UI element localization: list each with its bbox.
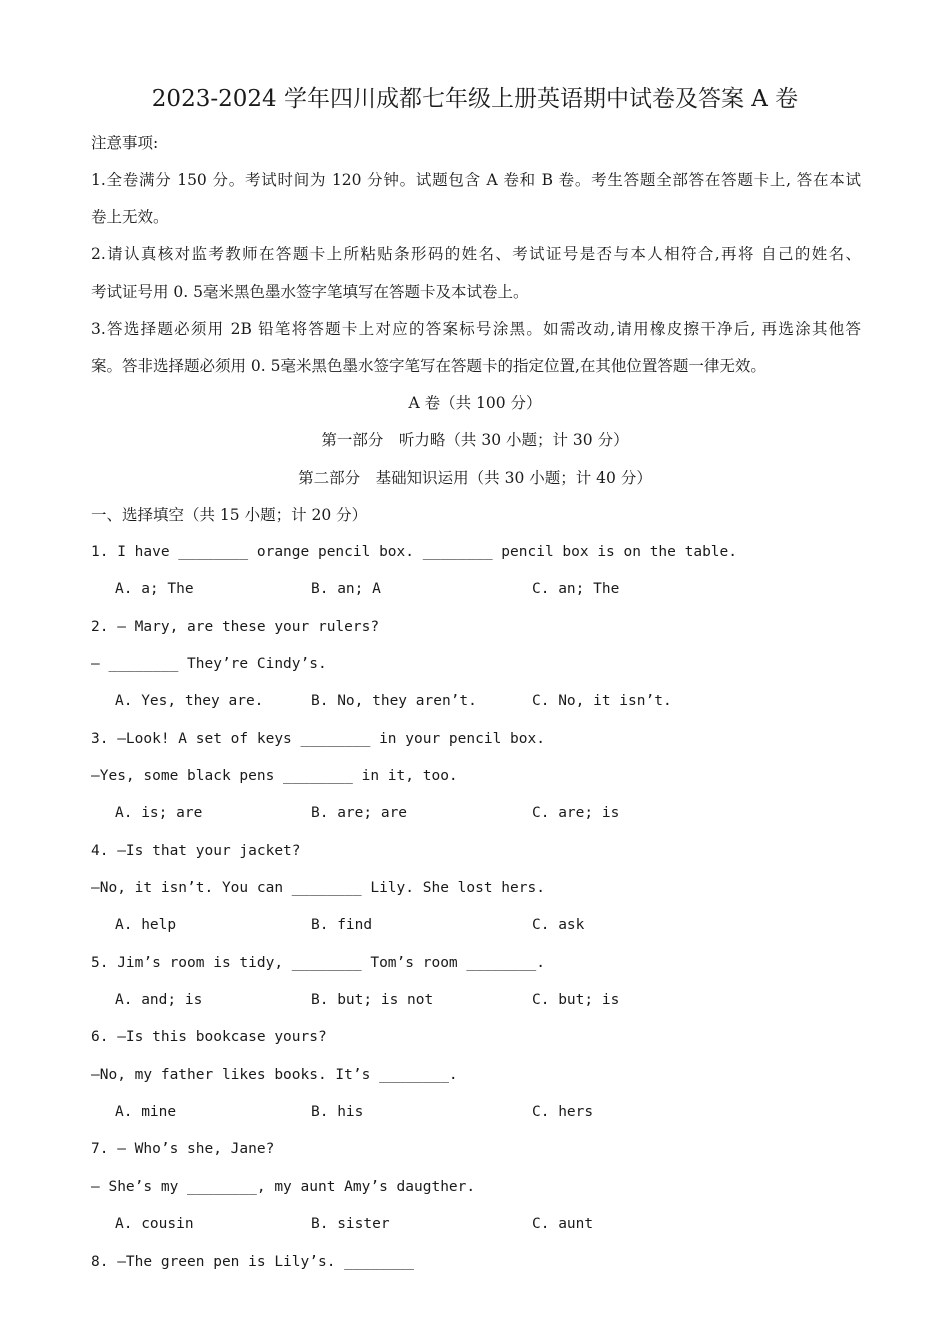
question-3-option-b: B. are; are (311, 805, 408, 821)
section-1-heading: 一、选择填空（共 15 小题；计 20 分） (91, 506, 368, 524)
question-2-line-1: 2. — Mary, are these your rulers? (91, 619, 380, 635)
question-2-option-a: A. Yes, they are. (115, 693, 264, 709)
note-3-line-2: 案。答非选择题必须用 0. 5毫米黑色墨水签字笔写在答题卡的指定位置,在其他位置答题一律无效。 (91, 357, 766, 375)
question-3-line-2: —Yes, some black pens ________ in it, too. (91, 768, 458, 784)
question-7-line-1: 7. — Who’s she, Jane? (91, 1141, 275, 1157)
question-7-option-b: B. sister (311, 1216, 390, 1232)
question-5-option-c: C. but; is (532, 992, 620, 1008)
note-2-line-1: 2.请认真核对监考教师在答题卡上所粘贴条形码的姓名、考试证号是否与本人相符合,再将 自己的姓名、 (91, 245, 861, 263)
question-1-stem: 1. I have ________ orange pencil box. ________ pencil box is on the table. (91, 544, 738, 560)
question-4-line-1: 4. —Is that your jacket? (91, 843, 301, 859)
question-4-option-b: B. find (311, 917, 373, 933)
question-6-line-1: 6. —Is this bookcase yours? (91, 1029, 327, 1045)
question-4-option-a: A. help (115, 917, 177, 933)
question-6-option-a: A. mine (115, 1104, 177, 1120)
question-1-option-b: B. an; A (311, 581, 381, 597)
question-4-line-2: —No, it isn’t. You can ________ Lily. She lost hers. (91, 880, 545, 896)
exam-title: 2023-2024 学年四川成都七年级上册英语期中试卷及答案 A 卷 (151, 86, 799, 112)
question-7-option-c: C. aunt (532, 1216, 594, 1232)
note-1-line-2: 卷上无效。 (91, 208, 169, 226)
question-2-line-2: — ________ They’re Cindy’s. (91, 656, 327, 672)
question-3-option-a: A. is; are (115, 805, 203, 821)
note-3-line-1: 3.答选择题必须用 2B 铅笔将答题卡上对应的答案标号涂黑。如需改动,请用橡皮擦干净后, 再选涂其他答 (91, 320, 861, 338)
question-6-option-b: B. his (311, 1104, 364, 1120)
question-7-line-2: — She’s my ________, my aunt Amy’s daugther. (91, 1179, 476, 1195)
question-2-option-c: C. No, it isn’t. (532, 693, 672, 709)
note-2-line-2: 考试证号用 0. 5毫米黑色墨水签字笔填写在答题卡及本试卷上。 (91, 283, 529, 301)
part-2-heading: 第二部分 基础知识运用（共 30 小题；计 40 分） (298, 469, 652, 487)
question-1-option-c: C. an; The (532, 581, 620, 597)
question-8-line-1: 8. —The green pen is Lily’s. ________ (91, 1254, 415, 1270)
notes-heading: 注意事项: (91, 134, 159, 152)
question-2-option-b: B. No, they aren’t. (311, 693, 477, 709)
question-4-option-c: C. ask (532, 917, 585, 933)
question-5-stem: 5. Jim’s room is tidy, ________ Tom’s room ________. (91, 955, 545, 971)
part-1-heading: 第一部分 听力略（共 30 小题；计 30 分） (321, 431, 629, 449)
question-5-option-b: B. but; is not (311, 992, 434, 1008)
question-7-option-a: A. cousin (115, 1216, 194, 1232)
question-6-option-c: C. hers (532, 1104, 594, 1120)
question-3-line-1: 3. —Look! A set of keys ________ in your pencil box. (91, 731, 545, 747)
question-1-option-a: A. a; The (115, 581, 194, 597)
question-5-option-a: A. and; is (115, 992, 203, 1008)
question-3-option-c: C. are; is (532, 805, 620, 821)
question-6-line-2: —No, my father likes books. It’s ________. (91, 1067, 458, 1083)
paper-a-heading: A 卷（共 100 分） (408, 394, 542, 412)
note-1-line-1: 1.全卷满分 150 分。考试时间为 120 分钟。试题包含 A 卷和 B 卷。考生答题全部答在答题卡上, 答在本试 (91, 171, 861, 189)
